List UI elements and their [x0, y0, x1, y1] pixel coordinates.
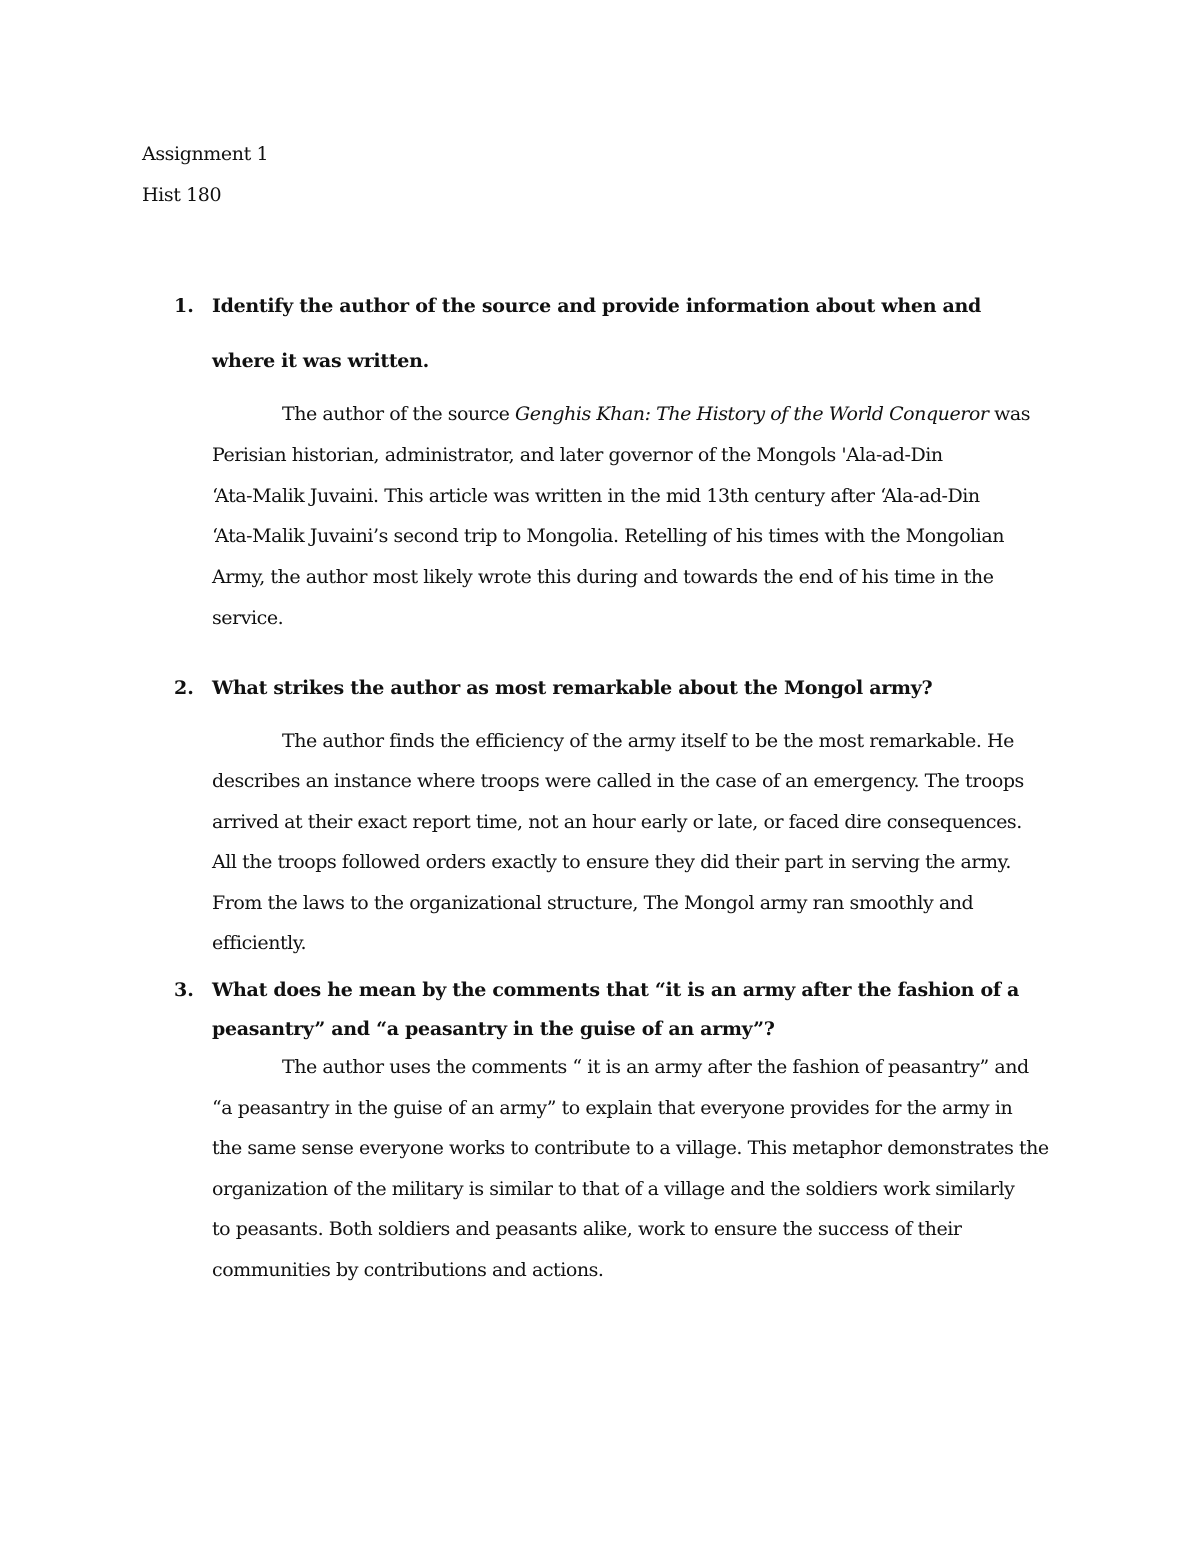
question-3-number: 3.: [174, 979, 194, 1001]
answer-2-line-3: arrived at their exact report time, not an hour early or late, or faced dire consequences.: [212, 811, 1022, 833]
question-3-prompt-line-2: peasantry” and “a peasantry in the guise of an army”?: [212, 1018, 775, 1040]
course-code: Hist 180: [142, 184, 222, 206]
answer-3-line-2: “a peasantry in the guise of an army” to explain that everyone provides for the army in: [212, 1097, 1013, 1119]
answer-3-line-6: communities by contributions and actions.: [212, 1259, 604, 1281]
question-1-number: 1.: [174, 295, 194, 317]
answer-2-line-5: From the laws to the organizational structure, The Mongol army ran smoothly and: [212, 892, 974, 914]
answer-2-line-4: All the troops followed orders exactly to ensure they did their part in serving the army.: [212, 851, 1011, 873]
answer-1-text-pre: The author of the source: [282, 403, 516, 425]
question-2-number: 2.: [174, 677, 194, 699]
assignment-title: Assignment 1: [142, 143, 269, 165]
answer-3-line-1: The author uses the comments “ it is an army after the fashion of peasantry” and: [282, 1056, 1029, 1078]
answer-1-line-4: ‘Ata-Malik Juvaini’s second trip to Mongolia. Retelling of his times with the Mongolian: [212, 525, 1005, 547]
answer-1-line-3: ‘Ata-Malik Juvaini. This article was written in the mid 13th century after ‘Ala-ad-Din: [212, 485, 980, 507]
question-1-prompt-line-1: Identify the author of the source and provide information about when and: [212, 295, 982, 317]
source-title: Genghis Khan: The History of the World Conqueror: [515, 403, 989, 425]
answer-1-text-post: was: [988, 403, 1031, 425]
answer-2-line-6: efficiently.: [212, 932, 307, 954]
answer-3-line-3: the same sense everyone works to contribute to a village. This metaphor demonstrates the: [212, 1137, 1049, 1159]
answer-1-line-6: service.: [212, 607, 284, 629]
answer-2-line-1: The author finds the efficiency of the army itself to be the most remarkable. He: [282, 730, 1014, 752]
question-1-prompt-line-2: where it was written.: [212, 350, 429, 372]
answer-2-line-2: describes an instance where troops were called in the case of an emergency. The troops: [212, 770, 1024, 792]
answer-1-line-1: [282, 403, 1030, 425]
answer-3-line-5: to peasants. Both soldiers and peasants alike, work to ensure the success of their: [212, 1218, 962, 1240]
question-3-prompt-line-1: What does he mean by the comments that “it is an army after the fashion of a: [212, 979, 1020, 1001]
answer-1-line-2: Perisian historian, administrator, and later governor of the Mongols 'Ala-ad-Din: [212, 444, 943, 466]
question-2-prompt: What strikes the author as most remarkable about the Mongol army?: [212, 677, 933, 699]
answer-1-line-5: Army, the author most likely wrote this during and towards the end of his time in the: [212, 566, 994, 588]
answer-3-line-4: organization of the military is similar to that of a village and the soldiers work similarly: [212, 1178, 1015, 1200]
